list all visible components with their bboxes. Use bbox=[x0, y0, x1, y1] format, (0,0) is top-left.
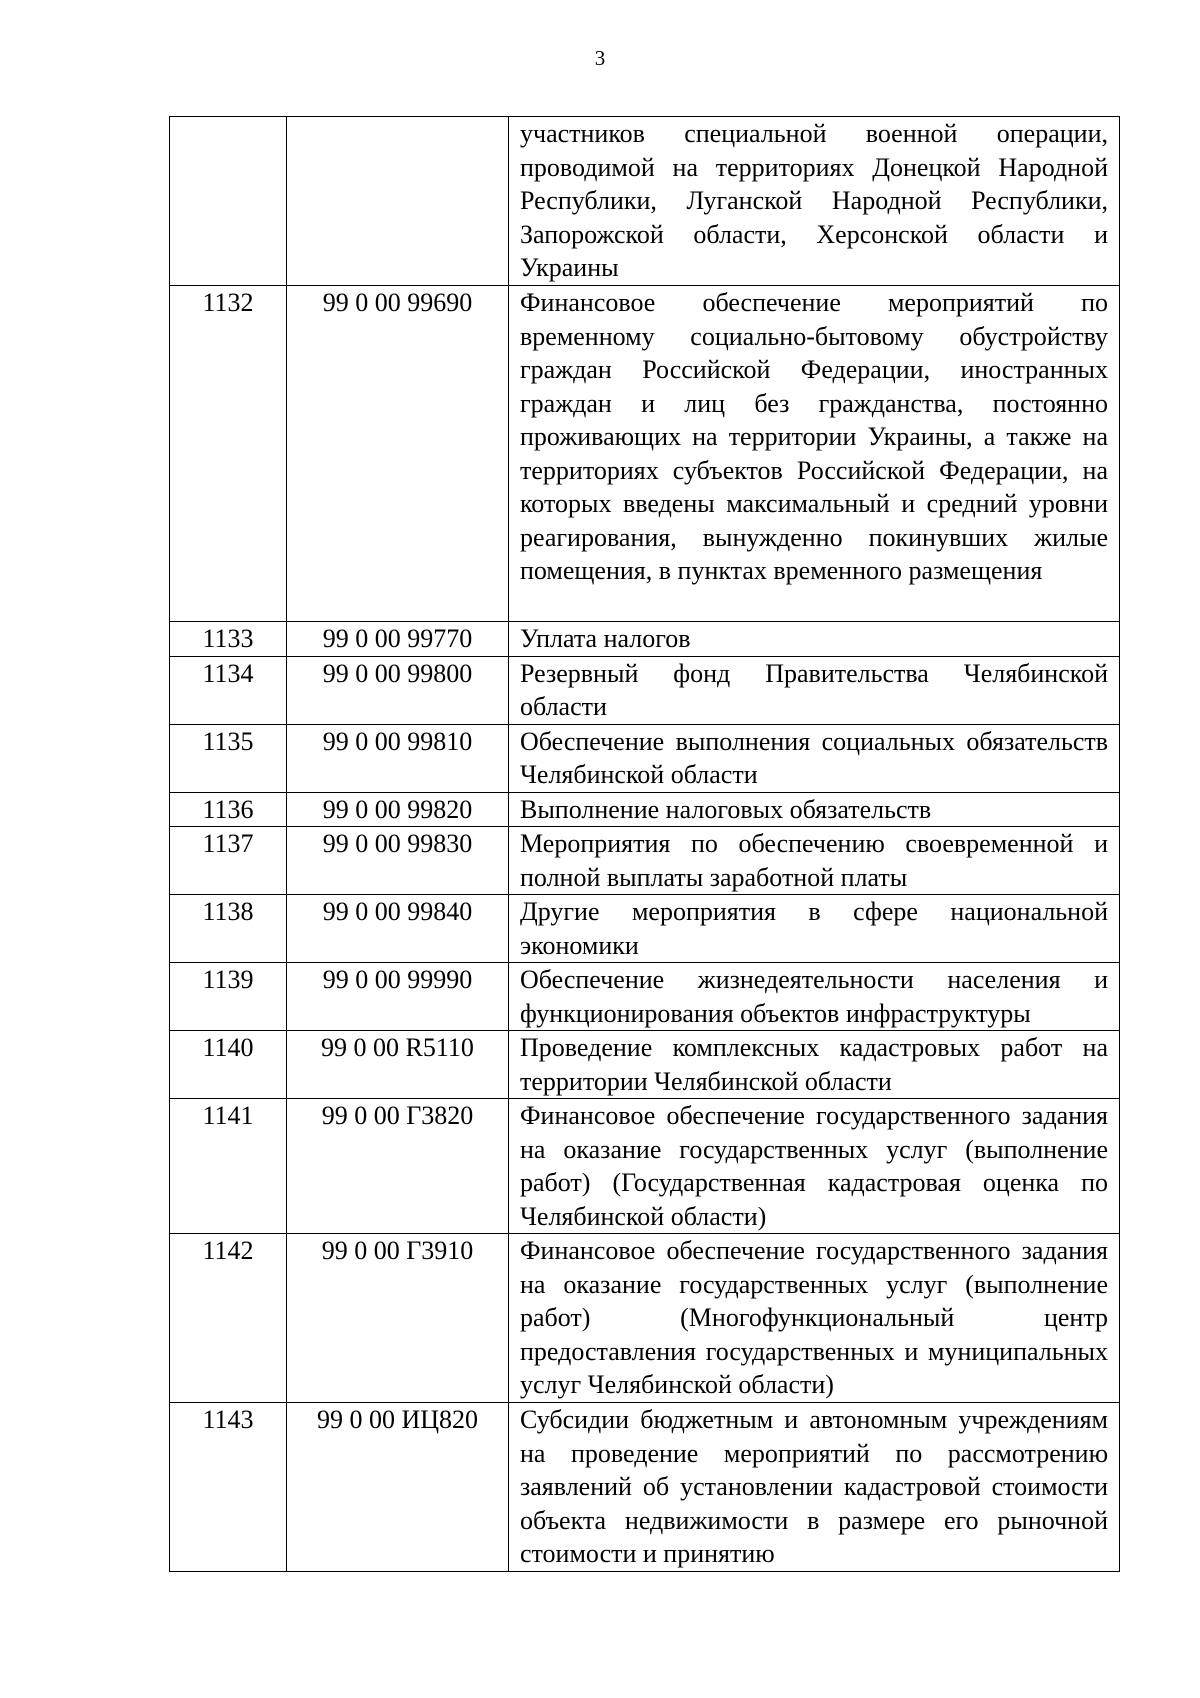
target-code-cell: 99 0 00 R5110 bbox=[287, 1031, 509, 1099]
description-cell: Субсидии бюджетным и автономным учреждениям на проведение мероприятий по рассмотрению заявлений об установлении кадастровой стоимости объекта недвижимости в размере его рыночной стоимости и принятию bbox=[509, 1403, 1120, 1572]
description-cell: Мероприятия по обеспечению своевременной и полной выплаты заработной платы bbox=[509, 827, 1120, 895]
row-number-cell: 1136 bbox=[170, 792, 287, 827]
table-row bbox=[170, 827, 1120, 895]
table-row bbox=[170, 1099, 1120, 1234]
table-row bbox=[170, 792, 1120, 827]
row-number-cell: 1135 bbox=[170, 724, 287, 792]
table-row bbox=[170, 1403, 1120, 1572]
row-number-cell bbox=[170, 117, 287, 286]
row-number-cell: 1133 bbox=[170, 622, 287, 657]
table-row bbox=[170, 1031, 1120, 1099]
row-number-cell: 1142 bbox=[170, 1234, 287, 1403]
description-cell: Выполнение налоговых обязательств bbox=[509, 792, 1120, 827]
table-row bbox=[170, 1234, 1120, 1403]
target-code-cell: 99 0 00 99800 bbox=[287, 656, 509, 724]
description-cell: Финансовое обеспечение мероприятий по временному социально-бытовому обустройству граждан Российской Федерации, иностранных граждан и лиц без гражданства, постоянно проживающих на территории Украины, а также на территориях субъектов Российской Федерации, на которых введены максимальный и средний уровни реагирования, вынужденно покинувших жилые помещения, в пунктах временного размещения bbox=[509, 286, 1120, 622]
description-cell: Другие мероприятия в сфере национальной экономики bbox=[509, 895, 1120, 963]
row-number-cell: 1139 bbox=[170, 963, 287, 1031]
row-number-cell: 1137 bbox=[170, 827, 287, 895]
target-code-cell: 99 0 00 99990 bbox=[287, 963, 509, 1031]
row-number-cell: 1138 bbox=[170, 895, 287, 963]
target-code-cell: 99 0 00 99830 bbox=[287, 827, 509, 895]
table-row bbox=[170, 656, 1120, 724]
target-code-cell: 99 0 00 Г3910 bbox=[287, 1234, 509, 1403]
target-code-cell: 99 0 00 99770 bbox=[287, 622, 509, 657]
target-code-cell: 99 0 00 99690 bbox=[287, 286, 509, 622]
target-code-cell: 99 0 00 99810 bbox=[287, 724, 509, 792]
table-row bbox=[170, 117, 1120, 286]
budget-classification-table bbox=[169, 116, 1120, 1572]
target-code-cell: 99 0 00 ИЦ820 bbox=[287, 1403, 509, 1572]
target-code-cell: 99 0 00 99840 bbox=[287, 895, 509, 963]
row-number-cell: 1141 bbox=[170, 1099, 287, 1234]
target-code-cell: 99 0 00 99820 bbox=[287, 792, 509, 827]
description-cell: Финансовое обеспечение государственного задания на оказание государственных услуг (выполнение работ) (Многофункциональный центр предоставления государственных и муниципальных услуг Челябинской области) bbox=[509, 1234, 1120, 1403]
table-row bbox=[170, 622, 1120, 657]
row-number-cell: 1140 bbox=[170, 1031, 287, 1099]
description-cell: Финансовое обеспечение государственного задания на оказание государственных услуг (выполнение работ) (Государственная кадастровая оценка по Челябинской области) bbox=[509, 1099, 1120, 1234]
target-code-cell: 99 0 00 Г3820 bbox=[287, 1099, 509, 1234]
table-row bbox=[170, 724, 1120, 792]
description-cell: Уплата налогов bbox=[509, 622, 1120, 657]
row-number-cell: 1132 bbox=[170, 286, 287, 622]
description-cell: Обеспечение выполнения социальных обязательств Челябинской области bbox=[509, 724, 1120, 792]
row-number-cell: 1143 bbox=[170, 1403, 287, 1572]
table-row bbox=[170, 963, 1120, 1031]
table-row bbox=[170, 895, 1120, 963]
description-cell: Обеспечение жизнедеятельности населения и функционирования объектов инфраструктуры bbox=[509, 963, 1120, 1031]
row-number-cell: 1134 bbox=[170, 656, 287, 724]
description-cell: Резервный фонд Правительства Челябинской области bbox=[509, 656, 1120, 724]
description-cell: Проведение комплексных кадастровых работ на территории Челябинской области bbox=[509, 1031, 1120, 1099]
table-row bbox=[170, 286, 1120, 622]
page-number: 3 bbox=[594, 46, 606, 70]
target-code-cell bbox=[287, 117, 509, 286]
description-cell: участников специальной военной операции, проводимой на территориях Донецкой Народной Республики, Луганской Народной Республики, Запорожской области, Херсонской области и Украины bbox=[509, 117, 1120, 286]
